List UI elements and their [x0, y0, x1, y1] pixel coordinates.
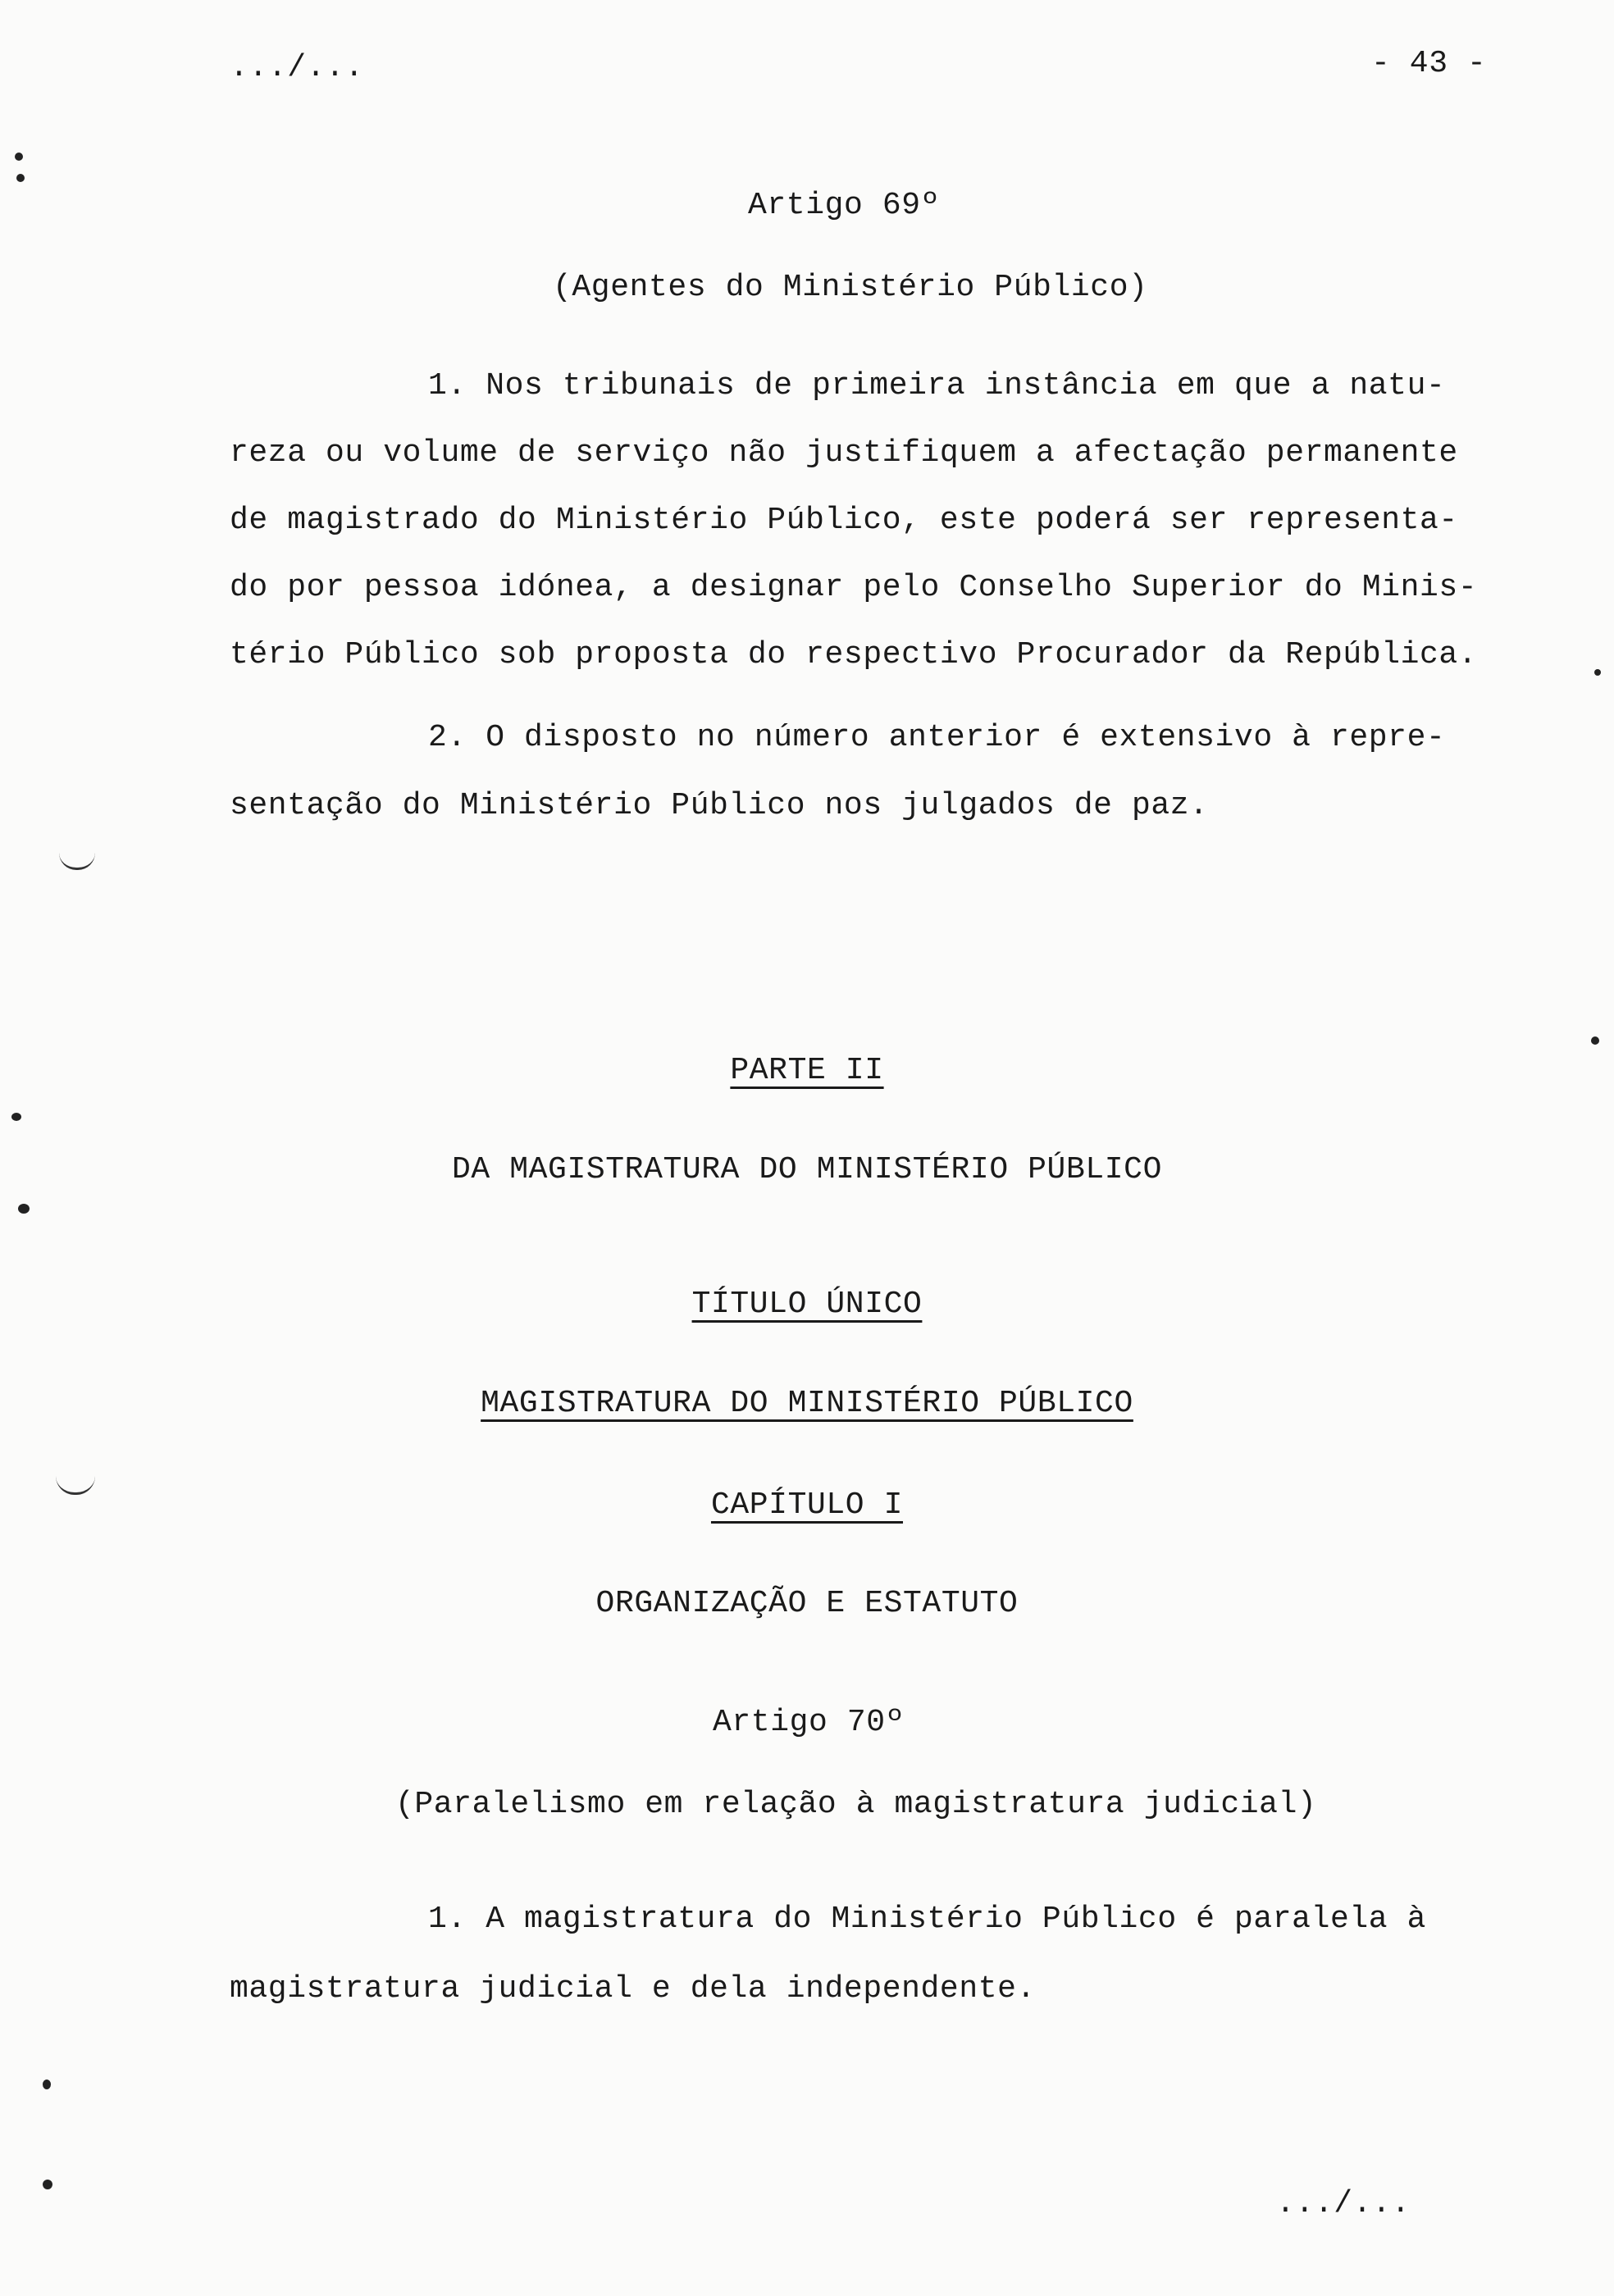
- chapter-name: ORGANIZAÇÃO E ESTATUTO: [595, 1586, 1019, 1621]
- scan-speck: [43, 2180, 52, 2189]
- scan-speck: [15, 153, 23, 161]
- scan-speck: [43, 2080, 51, 2089]
- chapter-heading: CAPÍTULO I: [710, 1487, 904, 1523]
- part-heading: PARTE II: [730, 1053, 884, 1088]
- part-title: DA MAGISTRATURA DO MINISTÉRIO PÚBLICO: [452, 1152, 1162, 1187]
- scan-speck: [1594, 669, 1601, 676]
- article-69-para1-line3: de magistrado do Ministério Público, este poderá ser representa-: [230, 503, 1458, 538]
- article-70-para1-line1: 1. A magistratura do Ministério Público é paralela à: [428, 1902, 1426, 1937]
- article-69-para1-line5: tério Público sob proposta do respectivo Procurador da República.: [230, 637, 1478, 672]
- article-69-para1-line4: do por pessoa idónea, a designar pelo Conselho Superior do Minis-: [230, 570, 1478, 605]
- article-69-title: Artigo 69º: [748, 188, 941, 223]
- article-69-para2-line1: 2. O disposto no número anterior é extensivo à repre-: [428, 720, 1446, 755]
- article-70-title: Artigo 70º: [713, 1705, 905, 1740]
- article-70-subtitle: (Paralelismo em relação à magistratura judicial): [395, 1787, 1317, 1822]
- titulo-heading: TÍTULO ÚNICO: [691, 1287, 923, 1322]
- scan-speck: [18, 1204, 30, 1214]
- scan-speck: [11, 1113, 21, 1121]
- titulo-name: MAGISTRATURA DO MINISTÉRIO PÚBLICO: [481, 1386, 1133, 1421]
- scan-mark: [59, 853, 95, 870]
- article-69-para1-line2: reza ou volume de serviço não justifiquem a afectação permanente: [230, 435, 1458, 471]
- continuation-marker-bottom: .../...: [1276, 2186, 1411, 2221]
- page-number: - 43 -: [1371, 46, 1487, 81]
- article-70-para1-line2: magistratura judicial e dela independente.: [230, 1971, 1036, 2007]
- continuation-marker-top: .../...: [230, 50, 364, 85]
- scan-speck: [16, 174, 25, 182]
- article-69-para2-line2: sentação do Ministério Público nos julgados de paz.: [230, 788, 1209, 823]
- article-69-para1-line1: 1. Nos tribunais de primeira instância em que a natu-: [428, 368, 1446, 403]
- article-69-subtitle: (Agentes do Ministério Público): [553, 270, 1148, 305]
- scan-speck: [1591, 1036, 1599, 1045]
